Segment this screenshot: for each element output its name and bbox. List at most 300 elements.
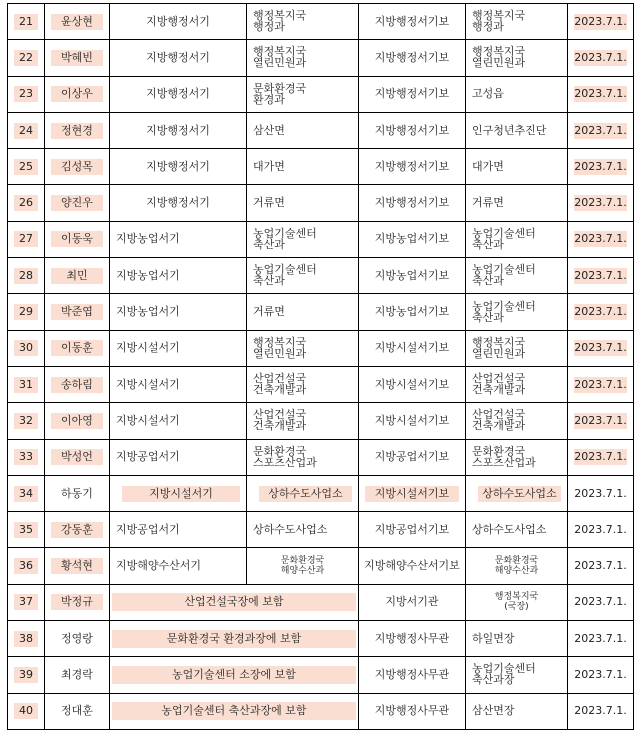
to-grade xyxy=(359,366,466,402)
from-dept xyxy=(247,149,359,185)
from-grade-text: 지방행정서기 xyxy=(146,159,210,173)
effective-date xyxy=(568,40,634,76)
to-grade xyxy=(359,584,466,620)
person-name-text: 이아영 xyxy=(51,413,103,429)
row-number xyxy=(8,185,45,221)
from-dept xyxy=(247,185,359,221)
from-dept-text-line: 축산과 xyxy=(253,274,285,288)
to-grade xyxy=(359,403,466,439)
to-dept-text-line: 열린민원과 xyxy=(472,346,526,360)
to-dept-text-line: 행정과 xyxy=(472,20,504,34)
to-dept xyxy=(466,149,568,185)
row-number-text: 28 xyxy=(14,268,38,284)
to-grade-text: 지방시설서기보 xyxy=(374,413,450,427)
row-number-text: 40 xyxy=(14,703,38,719)
from-dept-text xyxy=(253,10,306,32)
effective-date-text: 2023.7.1. xyxy=(574,268,627,282)
to-grade xyxy=(359,657,466,693)
from-dept-text-line: 열린민원과 xyxy=(253,56,307,70)
from-dept-text-line: 스포츠산업과 xyxy=(253,455,317,469)
person-name xyxy=(45,693,110,729)
person-name xyxy=(45,584,110,620)
from-grade-text: 지방농업서기 xyxy=(116,268,180,282)
from-grade-text: 지방농업서기 xyxy=(116,305,180,319)
from-dept xyxy=(247,403,359,439)
table-row xyxy=(8,76,634,112)
to-dept-text xyxy=(472,633,515,644)
effective-date-text: 2023.7.1. xyxy=(574,159,627,173)
table-row xyxy=(8,40,634,76)
from-dept xyxy=(247,439,359,475)
from-dept-text xyxy=(253,83,306,105)
table-row xyxy=(8,366,634,402)
to-grade xyxy=(359,294,466,330)
merged-assignment xyxy=(110,657,359,693)
to-grade xyxy=(359,548,466,584)
to-grade xyxy=(359,258,466,294)
to-dept-text xyxy=(472,197,504,208)
table-row xyxy=(8,621,634,657)
to-dept-text xyxy=(472,301,536,323)
table-row xyxy=(8,657,634,693)
from-grade-text: 지방해양수산서기 xyxy=(116,559,202,573)
from-dept-text-line: 행정복지국 xyxy=(253,9,307,23)
to-grade-text: 지방시설서기보 xyxy=(374,377,450,391)
to-grade xyxy=(359,475,466,511)
from-dept-text xyxy=(253,161,285,172)
from-grade xyxy=(110,76,247,112)
person-name xyxy=(45,475,110,511)
effective-date xyxy=(568,258,634,294)
table-row xyxy=(8,258,634,294)
to-grade xyxy=(359,112,466,148)
from-grade xyxy=(110,330,247,366)
to-dept-text-line: 고성읍 xyxy=(472,87,504,101)
to-dept xyxy=(466,475,568,511)
to-dept-text-line: 농업기술센터 xyxy=(472,226,536,240)
from-grade xyxy=(110,40,247,76)
from-grade-text: 지방시설서기 xyxy=(116,413,180,427)
table-row xyxy=(8,149,634,185)
effective-date-text: 2023.7.1. xyxy=(574,377,627,391)
from-grade xyxy=(110,4,247,40)
to-dept-text xyxy=(472,337,525,359)
to-dept-text-line: 인구청년추진단 xyxy=(472,123,547,137)
to-dept-text-line: 건축개발과 xyxy=(472,383,526,397)
effective-date xyxy=(568,439,634,475)
person-name-text: 강동훈 xyxy=(51,522,103,538)
person-name xyxy=(45,621,110,657)
to-grade-text: 지방행정사무관 xyxy=(374,667,450,681)
to-dept xyxy=(466,76,568,112)
person-name xyxy=(45,548,110,584)
appointment-table xyxy=(7,3,634,730)
person-name xyxy=(45,439,110,475)
effective-date xyxy=(568,403,634,439)
row-number-text: 25 xyxy=(14,159,38,175)
effective-date xyxy=(568,657,634,693)
to-grade-text: 지방공업서기보 xyxy=(374,522,450,536)
from-dept xyxy=(247,112,359,148)
from-dept-text-line: 대가면 xyxy=(253,159,285,173)
from-dept-text xyxy=(253,46,306,68)
to-dept xyxy=(466,4,568,40)
to-dept-text xyxy=(472,705,515,716)
row-number xyxy=(8,439,45,475)
to-grade-text: 지방농업서기보 xyxy=(374,232,450,246)
from-grade xyxy=(110,112,247,148)
person-name-text: 박혜빈 xyxy=(51,50,103,66)
person-name-text: 박성언 xyxy=(51,449,103,465)
table-row xyxy=(8,4,634,40)
person-name xyxy=(45,657,110,693)
from-dept xyxy=(247,475,359,511)
to-dept-text xyxy=(472,46,525,68)
to-grade-text: 지방농업서기보 xyxy=(374,268,450,282)
effective-date-text: 2023.7.1. xyxy=(574,87,627,101)
from-grade-text: 지방행정서기 xyxy=(146,87,210,101)
from-dept-text xyxy=(253,125,285,136)
row-number xyxy=(8,657,45,693)
to-dept-text xyxy=(495,592,538,612)
effective-date xyxy=(568,4,634,40)
person-name-text: 이동욱 xyxy=(51,231,103,247)
person-name-text: 최민 xyxy=(51,268,103,284)
from-dept-text xyxy=(253,446,317,468)
effective-date-text: 2023.7.1. xyxy=(574,486,627,500)
from-grade xyxy=(110,548,247,584)
person-name xyxy=(45,366,110,402)
from-dept-text xyxy=(253,306,285,317)
table-row xyxy=(8,294,634,330)
to-dept-text xyxy=(472,10,525,32)
table-row xyxy=(8,330,634,366)
person-name xyxy=(45,294,110,330)
row-number xyxy=(8,149,45,185)
table-row xyxy=(8,512,634,548)
row-number xyxy=(8,258,45,294)
to-grade-text: 지방시설서기보 xyxy=(365,486,459,502)
from-dept xyxy=(247,330,359,366)
from-dept-text-line: 환경과 xyxy=(253,92,285,106)
effective-date xyxy=(568,294,634,330)
to-dept-text xyxy=(472,88,504,99)
to-dept-text xyxy=(472,663,536,685)
from-grade xyxy=(110,294,247,330)
from-dept-text xyxy=(253,524,327,535)
to-dept xyxy=(466,330,568,366)
person-name-text: 김성목 xyxy=(51,159,103,175)
to-dept-text-line: 행정복지국 xyxy=(472,9,526,23)
to-grade xyxy=(359,512,466,548)
person-name-text: 정현경 xyxy=(51,123,103,139)
from-dept-text-line: 축산과 xyxy=(253,237,285,251)
effective-date-text: 2023.7.1. xyxy=(574,341,627,355)
from-dept-text xyxy=(253,409,306,431)
to-dept-text-line: 스포츠산업과 xyxy=(472,455,536,469)
row-number-text: 27 xyxy=(14,231,38,247)
effective-date xyxy=(568,185,634,221)
to-grade xyxy=(359,221,466,257)
to-dept xyxy=(466,221,568,257)
from-dept-text xyxy=(253,228,317,250)
person-name-text: 송하림 xyxy=(51,377,103,393)
person-name xyxy=(45,112,110,148)
from-dept xyxy=(247,40,359,76)
effective-date-text: 2023.7.1. xyxy=(574,450,627,464)
to-grade-text: 지방해양수산서기보 xyxy=(364,559,460,573)
row-number xyxy=(8,512,45,548)
row-number xyxy=(8,475,45,511)
from-dept-text-line: 산업건설국 xyxy=(253,408,307,422)
to-dept xyxy=(466,548,568,584)
to-grade xyxy=(359,330,466,366)
to-dept-text-line: (국장) xyxy=(504,602,529,613)
person-name xyxy=(45,258,110,294)
from-dept-text xyxy=(253,373,306,395)
from-grade xyxy=(110,221,247,257)
person-name xyxy=(45,185,110,221)
from-grade-text: 지방행정서기 xyxy=(146,196,210,210)
from-grade xyxy=(110,258,247,294)
to-dept-text xyxy=(472,228,536,250)
to-dept xyxy=(466,439,568,475)
to-dept-text xyxy=(472,409,525,431)
person-name xyxy=(45,330,110,366)
to-dept xyxy=(466,185,568,221)
table-row xyxy=(8,693,634,729)
from-dept xyxy=(247,4,359,40)
merged-assignment xyxy=(110,621,359,657)
from-grade-text: 지방시설서기 xyxy=(122,486,240,502)
person-name-text: 박준엽 xyxy=(51,304,103,320)
row-number-text: 35 xyxy=(14,522,38,538)
person-name-text: 황석현 xyxy=(51,558,103,574)
merged-assignment xyxy=(110,584,359,620)
to-grade xyxy=(359,4,466,40)
row-number xyxy=(8,330,45,366)
effective-date xyxy=(568,475,634,511)
effective-date-text: 2023.7.1. xyxy=(574,123,627,137)
effective-date-text: 2023.7.1. xyxy=(574,50,627,64)
table-row xyxy=(8,475,634,511)
from-dept-text-line: 상하수도사업소 xyxy=(253,522,328,536)
table-row xyxy=(8,548,634,584)
effective-date xyxy=(568,330,634,366)
row-number-text: 29 xyxy=(14,304,38,320)
to-dept xyxy=(466,693,568,729)
from-grade xyxy=(110,439,247,475)
to-dept-text-line: 상하수도사업소 xyxy=(472,522,547,536)
from-dept-text xyxy=(253,337,306,359)
to-grade-text: 지방행정서기보 xyxy=(374,50,450,64)
to-dept-text-line: 행정복지국 xyxy=(472,45,526,59)
from-dept-text-line: 삼산면 xyxy=(253,123,285,137)
to-grade-text: 지방서기관 xyxy=(385,595,439,609)
from-grade-text: 지방행정서기 xyxy=(146,14,210,28)
to-dept-text-line: 축산과 xyxy=(472,274,504,288)
effective-date-text: 2023.7.1. xyxy=(574,232,627,246)
to-dept xyxy=(466,403,568,439)
from-dept xyxy=(247,258,359,294)
effective-date-text: 2023.7.1. xyxy=(574,413,627,427)
to-grade-text: 지방행정사무관 xyxy=(374,704,450,718)
effective-date-text: 2023.7.1. xyxy=(574,196,627,210)
to-grade xyxy=(359,621,466,657)
to-dept-text-line: 농업기술센터 xyxy=(472,299,536,313)
from-grade-text: 지방시설서기 xyxy=(116,377,180,391)
row-number-text: 32 xyxy=(14,413,38,429)
to-dept xyxy=(466,40,568,76)
to-grade-text: 지방행정서기보 xyxy=(374,196,450,210)
from-dept-text xyxy=(253,264,317,286)
person-name-text: 박정규 xyxy=(51,594,103,610)
row-number-text: 36 xyxy=(14,558,38,574)
from-dept-text-line: 행정복지국 xyxy=(253,45,307,59)
from-grade xyxy=(110,185,247,221)
effective-date xyxy=(568,548,634,584)
effective-date xyxy=(568,76,634,112)
from-dept-text-line: 농업기술센터 xyxy=(253,226,317,240)
to-dept-text xyxy=(495,556,538,576)
to-dept-text xyxy=(472,161,504,172)
row-number-text: 37 xyxy=(14,594,38,610)
row-number xyxy=(8,221,45,257)
to-dept-text-line: 거류면 xyxy=(472,196,504,210)
effective-date xyxy=(568,693,634,729)
to-dept-text-line: 문화환경국 xyxy=(494,556,539,567)
to-dept-text xyxy=(472,446,536,468)
to-grade-text: 지방행정서기보 xyxy=(374,123,450,137)
table-row xyxy=(8,185,634,221)
to-dept-text-line: 대가면 xyxy=(472,159,504,173)
from-grade-text: 지방공업서기 xyxy=(116,450,180,464)
to-dept-text-line: 축산과 xyxy=(472,237,504,251)
person-name-text: 정대훈 xyxy=(61,704,93,718)
effective-date xyxy=(568,512,634,548)
effective-date-text: 2023.7.1. xyxy=(574,522,627,536)
row-number xyxy=(8,294,45,330)
effective-date-text: 2023.7.1. xyxy=(574,667,627,681)
row-number-text: 23 xyxy=(14,86,38,102)
to-grade xyxy=(359,76,466,112)
row-number xyxy=(8,4,45,40)
person-name-text: 윤상현 xyxy=(51,14,103,30)
row-number xyxy=(8,693,45,729)
from-dept-text-line: 건축개발과 xyxy=(253,419,307,433)
to-grade xyxy=(359,693,466,729)
from-grade xyxy=(110,403,247,439)
row-number-text: 26 xyxy=(14,195,38,211)
row-number-text: 22 xyxy=(14,50,38,66)
effective-date-text: 2023.7.1. xyxy=(574,631,627,645)
row-number xyxy=(8,40,45,76)
table-row xyxy=(8,112,634,148)
person-name xyxy=(45,76,110,112)
to-dept-text-line: 산업건설국 xyxy=(472,408,526,422)
person-name-text: 하동기 xyxy=(61,486,93,500)
person-name-text: 정영랑 xyxy=(61,631,93,645)
from-grade xyxy=(110,475,247,511)
from-dept-text-line: 열린민원과 xyxy=(253,346,307,360)
person-name xyxy=(45,40,110,76)
from-dept xyxy=(247,221,359,257)
to-grade-text: 지방시설서기보 xyxy=(374,341,450,355)
merged-assignment-text: 산업건설국장에 보함 xyxy=(112,593,356,611)
effective-date xyxy=(568,621,634,657)
row-number xyxy=(8,621,45,657)
row-number-text: 34 xyxy=(14,486,38,502)
row-number xyxy=(8,548,45,584)
merged-assignment-text: 문화환경국 환경과장에 보함 xyxy=(112,630,356,648)
effective-date xyxy=(568,584,634,620)
effective-date-text: 2023.7.1. xyxy=(574,14,627,28)
to-dept-text-line: 건축개발과 xyxy=(472,419,526,433)
person-name-text: 양진우 xyxy=(51,195,103,211)
from-dept xyxy=(247,294,359,330)
from-dept-text xyxy=(253,197,285,208)
person-name xyxy=(45,149,110,185)
row-number-text: 33 xyxy=(14,449,38,465)
to-dept-text-line: 축산과 xyxy=(472,310,504,324)
row-number xyxy=(8,112,45,148)
table-row xyxy=(8,403,634,439)
to-dept-text xyxy=(472,125,546,136)
to-grade-text: 지방행정서기보 xyxy=(374,159,450,173)
to-dept-text-line: 문화환경국 xyxy=(472,444,526,458)
to-grade-text: 지방농업서기보 xyxy=(374,305,450,319)
to-dept xyxy=(466,366,568,402)
person-name xyxy=(45,403,110,439)
person-name xyxy=(45,4,110,40)
effective-date xyxy=(568,112,634,148)
merged-assignment-text: 농업기술센터 축산과장에 보함 xyxy=(112,702,356,720)
to-dept-text-line: 열린민원과 xyxy=(472,56,526,70)
from-dept-text-line: 농업기술센터 xyxy=(253,263,317,277)
to-grade xyxy=(359,40,466,76)
to-dept-text xyxy=(472,264,536,286)
to-grade-text: 지방행정사무관 xyxy=(374,631,450,645)
from-dept-text-line: 건축개발과 xyxy=(253,383,307,397)
effective-date-text: 2023.7.1. xyxy=(574,305,627,319)
to-grade xyxy=(359,149,466,185)
row-number xyxy=(8,366,45,402)
to-dept xyxy=(466,294,568,330)
effective-date-text: 2023.7.1. xyxy=(574,559,627,573)
from-dept-text-line: 행정복지국 xyxy=(253,335,307,349)
table-row xyxy=(8,439,634,475)
to-grade-text: 지방공업서기보 xyxy=(374,450,450,464)
from-grade xyxy=(110,366,247,402)
row-number-text: 39 xyxy=(14,667,38,683)
row-number xyxy=(8,584,45,620)
row-number-text: 24 xyxy=(14,123,38,139)
row-number-text: 38 xyxy=(14,631,38,647)
to-dept xyxy=(466,258,568,294)
from-grade-text: 지방농업서기 xyxy=(116,232,180,246)
from-grade-text: 지방행정서기 xyxy=(146,123,210,137)
to-dept-text-line: 축산과장 xyxy=(472,673,515,687)
row-number-text: 30 xyxy=(14,340,38,356)
from-dept-text xyxy=(281,556,324,576)
effective-date-text: 2023.7.1. xyxy=(574,704,627,718)
to-dept-text-line: 행정복지국 xyxy=(472,335,526,349)
to-dept xyxy=(466,657,568,693)
effective-date xyxy=(568,149,634,185)
to-dept-text-line: 농업기술센터 xyxy=(472,662,536,676)
to-dept xyxy=(466,584,568,620)
to-grade-text: 지방행정서기보 xyxy=(374,87,450,101)
